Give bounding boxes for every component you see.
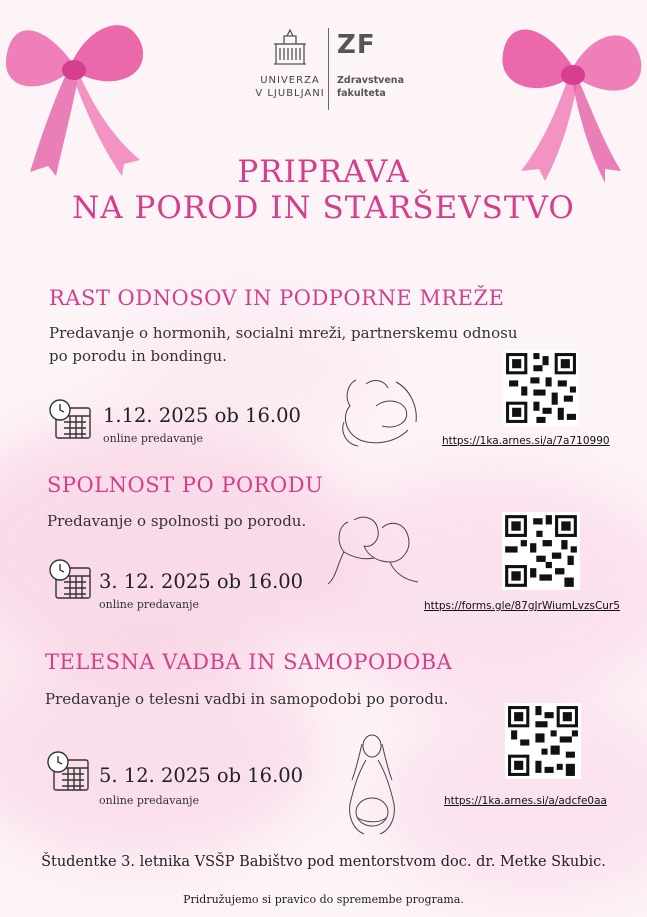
faculty-logo — [337, 30, 404, 100]
credits-text: Študentke 3. letnika VSŠP Babištvo pod mentorstvom doc. dr. Metke Skubic. — [41, 854, 606, 870]
couple-hug-illustration — [336, 374, 426, 448]
page-title — [0, 154, 647, 226]
university-name-line2: V LJUBLJANI — [255, 88, 325, 99]
faculty-name-line1: Zdravstvena — [337, 75, 404, 86]
section-title: TELESNA VADBA IN SAMOPODOBA — [45, 650, 453, 674]
qr-code-icon — [505, 703, 581, 779]
program-notice: Pridružujemo si pravico do spremembe programa. — [183, 893, 464, 906]
calendar-clock-icon — [46, 750, 90, 792]
page-title-line1: PRIPRAVA — [237, 154, 410, 190]
section-description: Predavanje o spolnosti po porodu. — [47, 512, 307, 530]
qr-code-icon — [503, 350, 579, 426]
event-mode: online predavanje — [99, 794, 200, 807]
description-line: po porodu in bondingu. — [49, 347, 227, 365]
section-title: SPOLNOST PO PORODU — [47, 473, 324, 497]
calendar-clock-icon — [48, 558, 92, 600]
event-date: 3. 12. 2025 ob 16.00 — [99, 570, 304, 593]
section-description — [49, 322, 517, 368]
calendar-clock-icon — [48, 398, 92, 440]
registration-link[interactable]: https://forms.gle/87gJrWiumLvzsCur5 — [424, 600, 620, 612]
section-description: Predavanje o telesni vadbi in samopodobi po porodu. — [45, 690, 449, 708]
university-logo — [255, 26, 325, 100]
event-mode: online predavanje — [103, 432, 204, 445]
qr-code-icon — [502, 512, 580, 590]
faculty-name-line2: fakulteta — [337, 88, 386, 99]
page-title-line2: NA POROD IN STARŠEVSTVO — [72, 190, 575, 226]
couple-kiss-illustration — [324, 512, 420, 592]
event-date: 1.12. 2025 ob 16.00 — [103, 404, 301, 427]
event-mode: online predavanje — [99, 598, 200, 611]
event-date: 5. 12. 2025 ob 16.00 — [99, 764, 304, 787]
bow-ribbon-icon — [0, 0, 150, 180]
registration-link[interactable]: https://1ka.arnes.si/a/7a710990 — [442, 435, 610, 447]
faculty-abbreviation: ZF — [337, 30, 376, 60]
registration-link[interactable]: https://1ka.arnes.si/a/adcfe0aa — [444, 795, 607, 807]
section-title: RAST ODNOSOV IN PODPORNE MREŽE — [49, 286, 505, 310]
pregnant-woman-illustration — [338, 730, 408, 840]
logo-divider — [328, 28, 329, 110]
description-line: Predavanje o hormonih, socialni mreži, partnerskemu odnosu — [49, 324, 518, 342]
university-building-icon — [270, 26, 310, 66]
university-name-line1: UNIVERZA — [260, 75, 320, 86]
